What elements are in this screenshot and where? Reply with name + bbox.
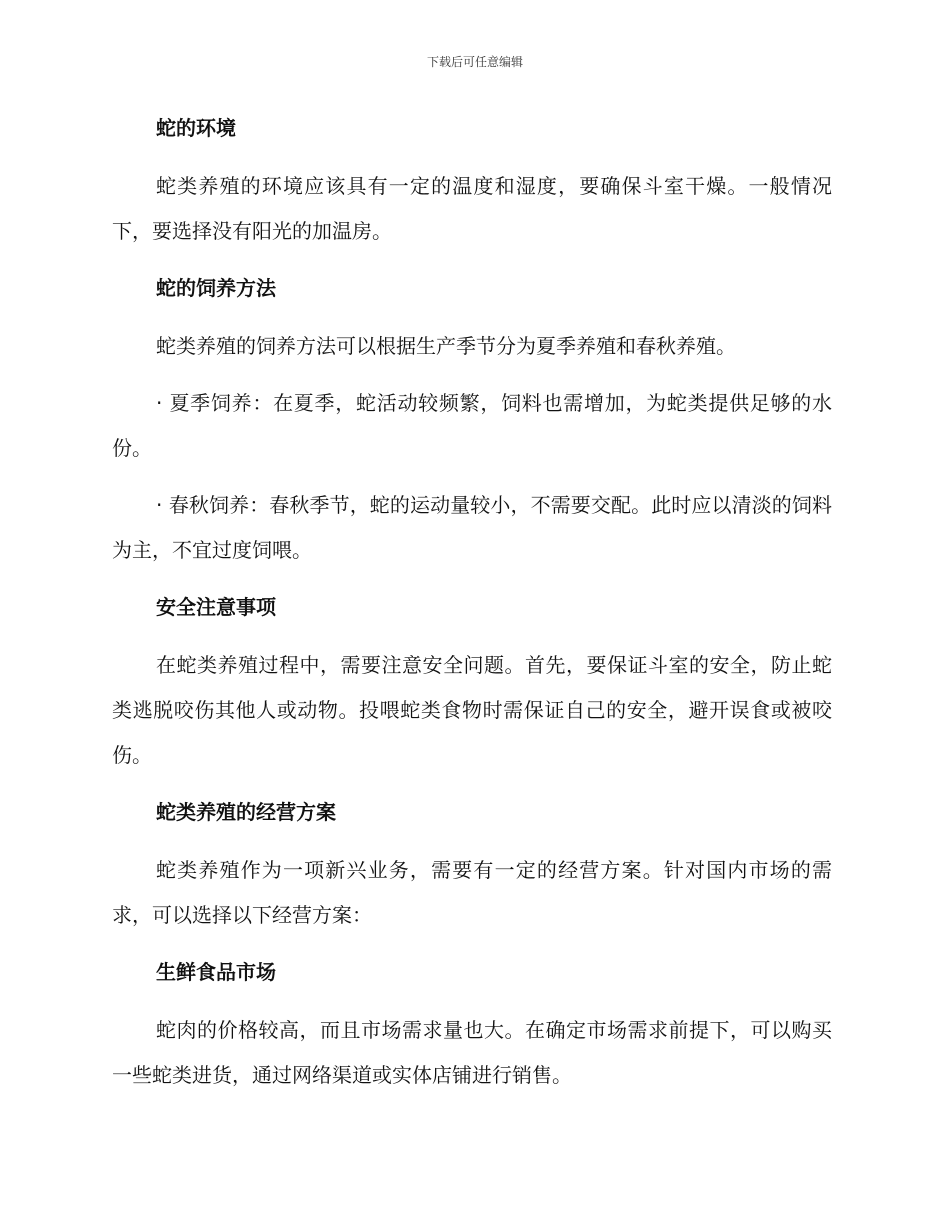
section-heading-environment: 蛇的环境	[156, 116, 236, 140]
section-heading-feeding: 蛇的饲养方法	[156, 276, 276, 300]
paragraph: 蛇类养殖的饲养方法可以根据生产季节分为夏季养殖和春秋养殖。	[156, 334, 736, 358]
paragraph: 在蛇类养殖过程中，需要注意安全问题。首先，要保证斗室的安全，防止蛇类逃脱咬伤其他人或动物。投喂蛇类食物时需保证自己的安全，避开误食或被咬伤。	[112, 653, 832, 767]
paragraph: 蛇肉的价格较高，而且市场需求量也大。在确定市场需求前提下，可以购买一些蛇类进货，通过网络渠道或实体店铺进行销售。	[112, 1018, 832, 1087]
bullet-paragraph: · 春秋饲养：春秋季节，蛇的运动量较小，不需要交配。此时应以清淡的饲料为主，不宜过度饲喂。	[112, 493, 832, 562]
paragraph: 蛇类养殖的环境应该具有一定的温度和湿度，要确保斗室干燥。一般情况下，要选择没有阳光的加温房。	[112, 174, 832, 243]
page-header-note: 下载后可任意编辑	[426, 55, 523, 69]
section-heading-fresh-food: 生鲜食品市场	[156, 960, 276, 984]
paragraph: 蛇类养殖作为一项新兴业务，需要有一定的经营方案。针对国内市场的需求，可以选择以下经营方案：	[112, 858, 832, 927]
section-heading-business: 蛇类养殖的经营方案	[156, 800, 336, 824]
section-heading-safety: 安全注意事项	[156, 595, 276, 619]
bullet-paragraph: · 夏季饲养：在夏季，蛇活动较频繁，饲料也需增加，为蛇类提供足够的水份。	[112, 391, 832, 460]
document-body	[112, 106, 832, 1098]
